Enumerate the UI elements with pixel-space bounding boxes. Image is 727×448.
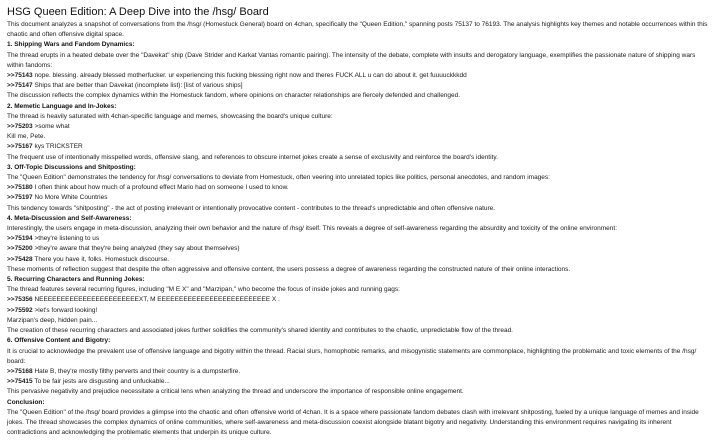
section — [7, 336, 713, 397]
post-text: >let's forward looking! — [32, 306, 98, 314]
section-heading: 3. Off-Topic Discussions and Shitposting: — [7, 163, 136, 171]
body-paragraph: This pervasive negativity and prejudice necessitate a critical lens when analyzing the thread and underscore the importance of responsible online engagement. — [7, 388, 464, 396]
body-paragraph: The discussion reflects the complex dynamics within the Homestuck fandom, where opinions on character relationships are fiercely defended and challenged. — [7, 92, 461, 100]
post-link[interactable]: >>75356 — [7, 296, 33, 304]
post-link[interactable]: >>75197 — [7, 194, 33, 202]
post-text: kys TRICKSTER — [32, 143, 83, 151]
body-paragraph: Marzipan's deep, hidden pain... — [7, 316, 98, 324]
post-link[interactable]: >>75180 — [7, 184, 33, 192]
quoted-post — [7, 183, 713, 193]
section-heading: 4. Meta-Discussion and Self-Awareness: — [7, 214, 132, 222]
post-link[interactable]: >>75415 — [7, 378, 33, 386]
post-link[interactable]: >>75203 — [7, 123, 33, 131]
body-paragraph: The "Queen Edition" of the /hsg/ board provides a glimpse into the chaotic and often offensive world of 4chan. It is a space where passionate fandom debates clash with irrelevant shitposting, fueled by a unique language of memes and inside jokes. The thread showcases the complex dynamics of online communities, where self-awareness and meta-discussion coexist alongside blatant bigotry and negativity. Understanding this environment requires navigating its inherent contradictions and acknowledging the problematic elements that underpin its unique culture. — [7, 408, 699, 437]
post-link[interactable]: >>75168 — [7, 367, 33, 375]
quoted-post — [7, 193, 713, 203]
section — [7, 398, 713, 439]
body-paragraph: The thread features several recurring figures, including "M E X" and "Marzipan," who become the focus of inside jokes and running gags: — [7, 286, 400, 294]
body-paragraph: These moments of reflection suggest that despite the often aggressive and offensive content, the users possess a degree of awareness regarding the constructed nature of their online interactions. — [7, 265, 571, 273]
post-text: NEEEEEEEEEEEEEEEEEEEEEEEXT, M EEEEEEEEEEEEEEEEEEEEEEEEEE X . — [32, 296, 280, 304]
quoted-post — [7, 81, 713, 91]
section — [7, 40, 713, 101]
quoted-post — [7, 244, 713, 254]
post-link[interactable]: >>75143 — [7, 72, 33, 80]
section — [7, 214, 713, 275]
body-paragraph: Interestingly, the users engage in meta-discussion, analyzing their own behavior and the nature of /hsg/ itself. This reveals a degree of self-awareness regarding the absurdity and toxicity of the online environment: — [7, 225, 618, 233]
post-text: No More White Countries — [32, 194, 108, 202]
section-heading: 5. Recurring Characters and Running Jokes: — [7, 276, 145, 284]
post-text: To be fair jests are disgusting and unfuckable... — [32, 378, 170, 386]
intro-paragraph: This document analyzes a snapshot of conversations from the /hsg/ (Homestuck General) board on 4chan, specifically the "Queen Edition," spanning posts 75137 to 76193. The analysis highlights key themes and notable occurrences within this chaotic and often offensive digital space. — [7, 21, 708, 39]
post-text: nope. blessing. already blessed motherfucker. ur experiencing this fucking blessing right now and theres FUCK ALL u can do about it. get fuuuuckkkdd — [32, 72, 467, 80]
post-link[interactable]: >>75592 — [7, 306, 33, 314]
body-paragraph: It is crucial to acknowledge the prevalent use of offensive language and bigotry within the thread. Racial slurs, homophobic remarks, and misogynistic statements are commonplace, highlighting the problematic and toxic elements of the /hsg/ board: — [7, 347, 697, 365]
post-link[interactable]: >>75167 — [7, 143, 33, 151]
section — [7, 102, 713, 163]
body-paragraph: This tendency towards "shitposting" - the act of posting irrelevant or intentionally provocative content - contributes to the thread's unpredictable and often offensive nature. — [7, 204, 496, 212]
post-link[interactable]: >>75200 — [7, 245, 33, 253]
quoted-post — [7, 142, 713, 152]
quoted-post — [7, 367, 713, 377]
body-paragraph: The "Queen Edition" demonstrates the tendency for /hsg/ conversations to deviate from Homestuck, often veering into unrelated topics like politics, personal anecdotes, and random images: — [7, 174, 550, 182]
section-heading: 2. Memetic Language and In-Jokes: — [7, 102, 117, 110]
section — [7, 275, 713, 336]
post-link[interactable]: >>75194 — [7, 235, 33, 243]
post-text: I often think about how much of a profound effect Mario had on someone I used to know. — [32, 184, 289, 192]
quoted-post — [7, 377, 713, 387]
quoted-post — [7, 306, 713, 316]
quoted-post — [7, 234, 713, 244]
post-text: Hate B, they're mostly filthy perverts and their country is a dumpsterfire. — [32, 367, 241, 375]
body-paragraph: The creation of these recurring characters and associated jokes further solidifies the community's shared identity and contributes to the chaotic, unpredictable flow of the thread. — [7, 327, 513, 335]
quoted-post — [7, 255, 713, 265]
post-text: >some what — [32, 123, 70, 131]
section-heading: 1. Shipping Wars and Fandom Dynamics: — [7, 41, 135, 49]
quoted-post — [7, 71, 713, 81]
post-text: There you have it, folks. Homestuck discourse. — [32, 255, 170, 263]
body-paragraph: The thread erupts in a heated debate over the "Davekat" ship (Dave Strider and Karkat Vantas romantic pairing). The intensity of the debate, complete with insults and derogatory language, exemplifies the passionate nature of shipping wars within fandoms: — [7, 51, 696, 69]
section — [7, 163, 713, 214]
post-text: >they're listening to us — [32, 235, 100, 243]
quoted-post — [7, 122, 713, 132]
quoted-post — [7, 295, 713, 305]
post-text: >they're aware that they're being analyzed (they say about themselves) — [32, 245, 240, 253]
body-paragraph: The thread is heavily saturated with 4chan-specific language and memes, showcasing the board's unique culture: — [7, 112, 333, 120]
post-link[interactable]: >>75428 — [7, 255, 33, 263]
post-link[interactable]: >>75147 — [7, 82, 33, 90]
document-sections — [7, 40, 713, 438]
post-text: Ships that are better than Davekat (incomplete list): [list of various ships] — [32, 82, 243, 90]
body-paragraph: The frequent use of intentionally misspelled words, offensive slang, and references to obscure internet jokes create a sense of exclusivity and reinforce the board's identity. — [7, 153, 498, 161]
body-paragraph: Kill me, Pete. — [7, 133, 46, 141]
section-heading: 6. Offensive Content and Bigotry: — [7, 337, 111, 345]
section-heading: Conclusion: — [7, 398, 45, 406]
document-title: HSG Queen Edition: A Deep Dive into the /hsg/ Board — [7, 6, 269, 18]
